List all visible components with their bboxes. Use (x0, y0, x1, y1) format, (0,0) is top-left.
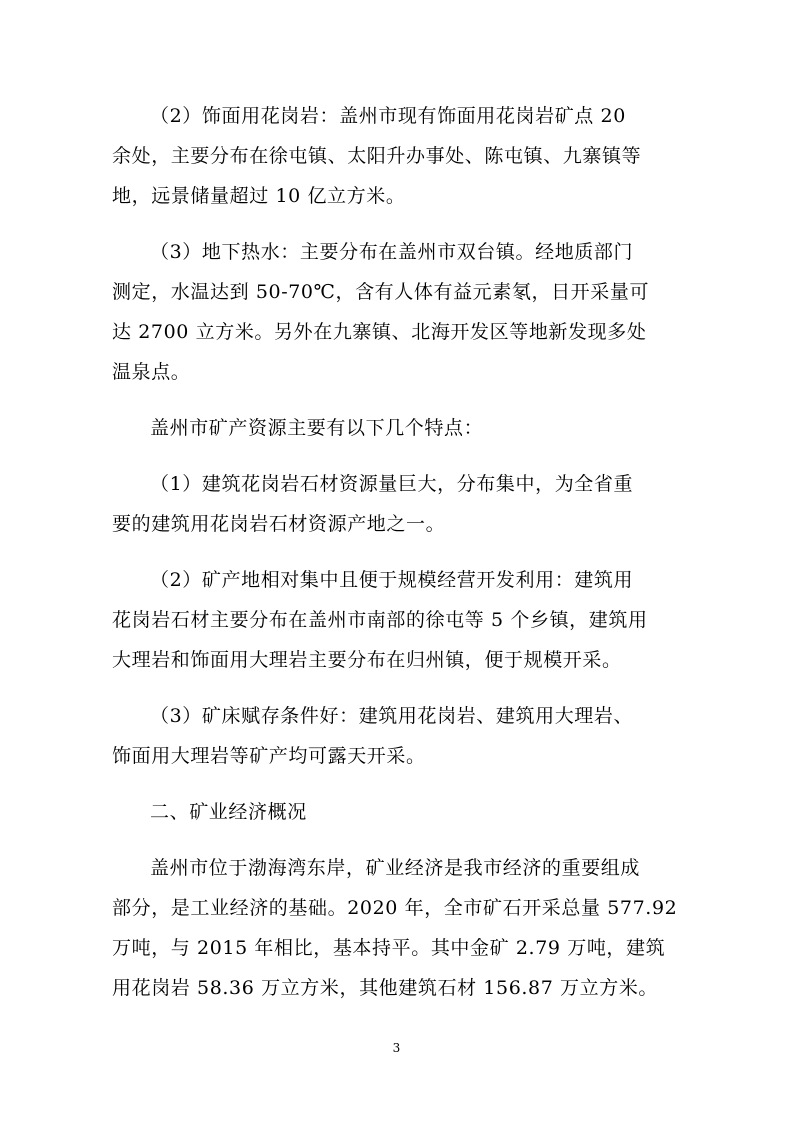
text-line: （1）建筑花岗岩石材资源量巨大，分布集中，为全省重 (150, 473, 634, 495)
heading-line: 二、矿业经济概况 (150, 801, 307, 823)
text-line: 花岗岩石材主要分布在盖州市南部的徐屯等 5 个乡镇，建筑用 (112, 609, 648, 631)
text-line: 要的建筑用花岗岩石材资源产地之一。 (112, 513, 446, 535)
text-line: 地，远景储量超过 10 亿立方米。 (112, 185, 406, 207)
text-line: （3）地下热水：主要分布在盖州市双台镇。经地质部门 (150, 241, 634, 263)
section-heading (112, 792, 690, 832)
text-line: 大理岩和饰面用大理岩主要分布在归州镇，便于规模开采。 (112, 649, 622, 671)
page-number: 3 (392, 1041, 401, 1055)
text-line: 余处，主要分布在徐屯镇、太阳升办事处、陈屯镇、九寨镇等 (112, 145, 642, 167)
paragraph-feature-1 (112, 464, 690, 544)
paragraph-geothermal-water (112, 232, 690, 392)
paragraph-feature-2 (112, 560, 690, 680)
paragraph-features-intro (112, 408, 690, 448)
paragraph-feature-3 (112, 696, 690, 776)
paragraph-mining-economy (112, 848, 690, 1008)
body-text (112, 96, 690, 1024)
paragraph-decorative-granite (112, 96, 690, 216)
text-line: 盖州市矿产资源主要有以下几个特点： (150, 417, 484, 439)
text-line: 饰面用大理岩等矿产均可露天开采。 (112, 745, 426, 767)
text-line: 万吨，与 2015 年相比，基本持平。其中金矿 2.79 万吨，建筑 (112, 937, 666, 959)
text-line: 盖州市位于渤海湾东岸，矿业经济是我市经济的重要组成 (150, 857, 641, 879)
text-line: （2）饰面用花岗岩：盖州市现有饰面用花岗岩矿点 20 (150, 105, 626, 127)
text-line: 测定，水温达到 50-70℃，含有人体有益元素氡，日开采量可 (112, 281, 650, 303)
text-line: 达 2700 立方米。另外在九寨镇、北海开发区等地新发现多处 (112, 321, 647, 343)
text-line: 温泉点。 (112, 361, 191, 383)
text-line: 用花岗岩 58.36 万立方米，其他建筑石材 156.87 万立方米。 (112, 977, 659, 999)
text-line: （3）矿床赋存条件好：建筑用花岗岩、建筑用大理岩、 (150, 705, 634, 727)
text-line: 部分，是工业经济的基础。2020 年，全市矿石开采总量 577.92 (112, 897, 678, 919)
text-line: （2）矿产地相对集中且便于规模经营开发利用：建筑用 (150, 569, 634, 591)
